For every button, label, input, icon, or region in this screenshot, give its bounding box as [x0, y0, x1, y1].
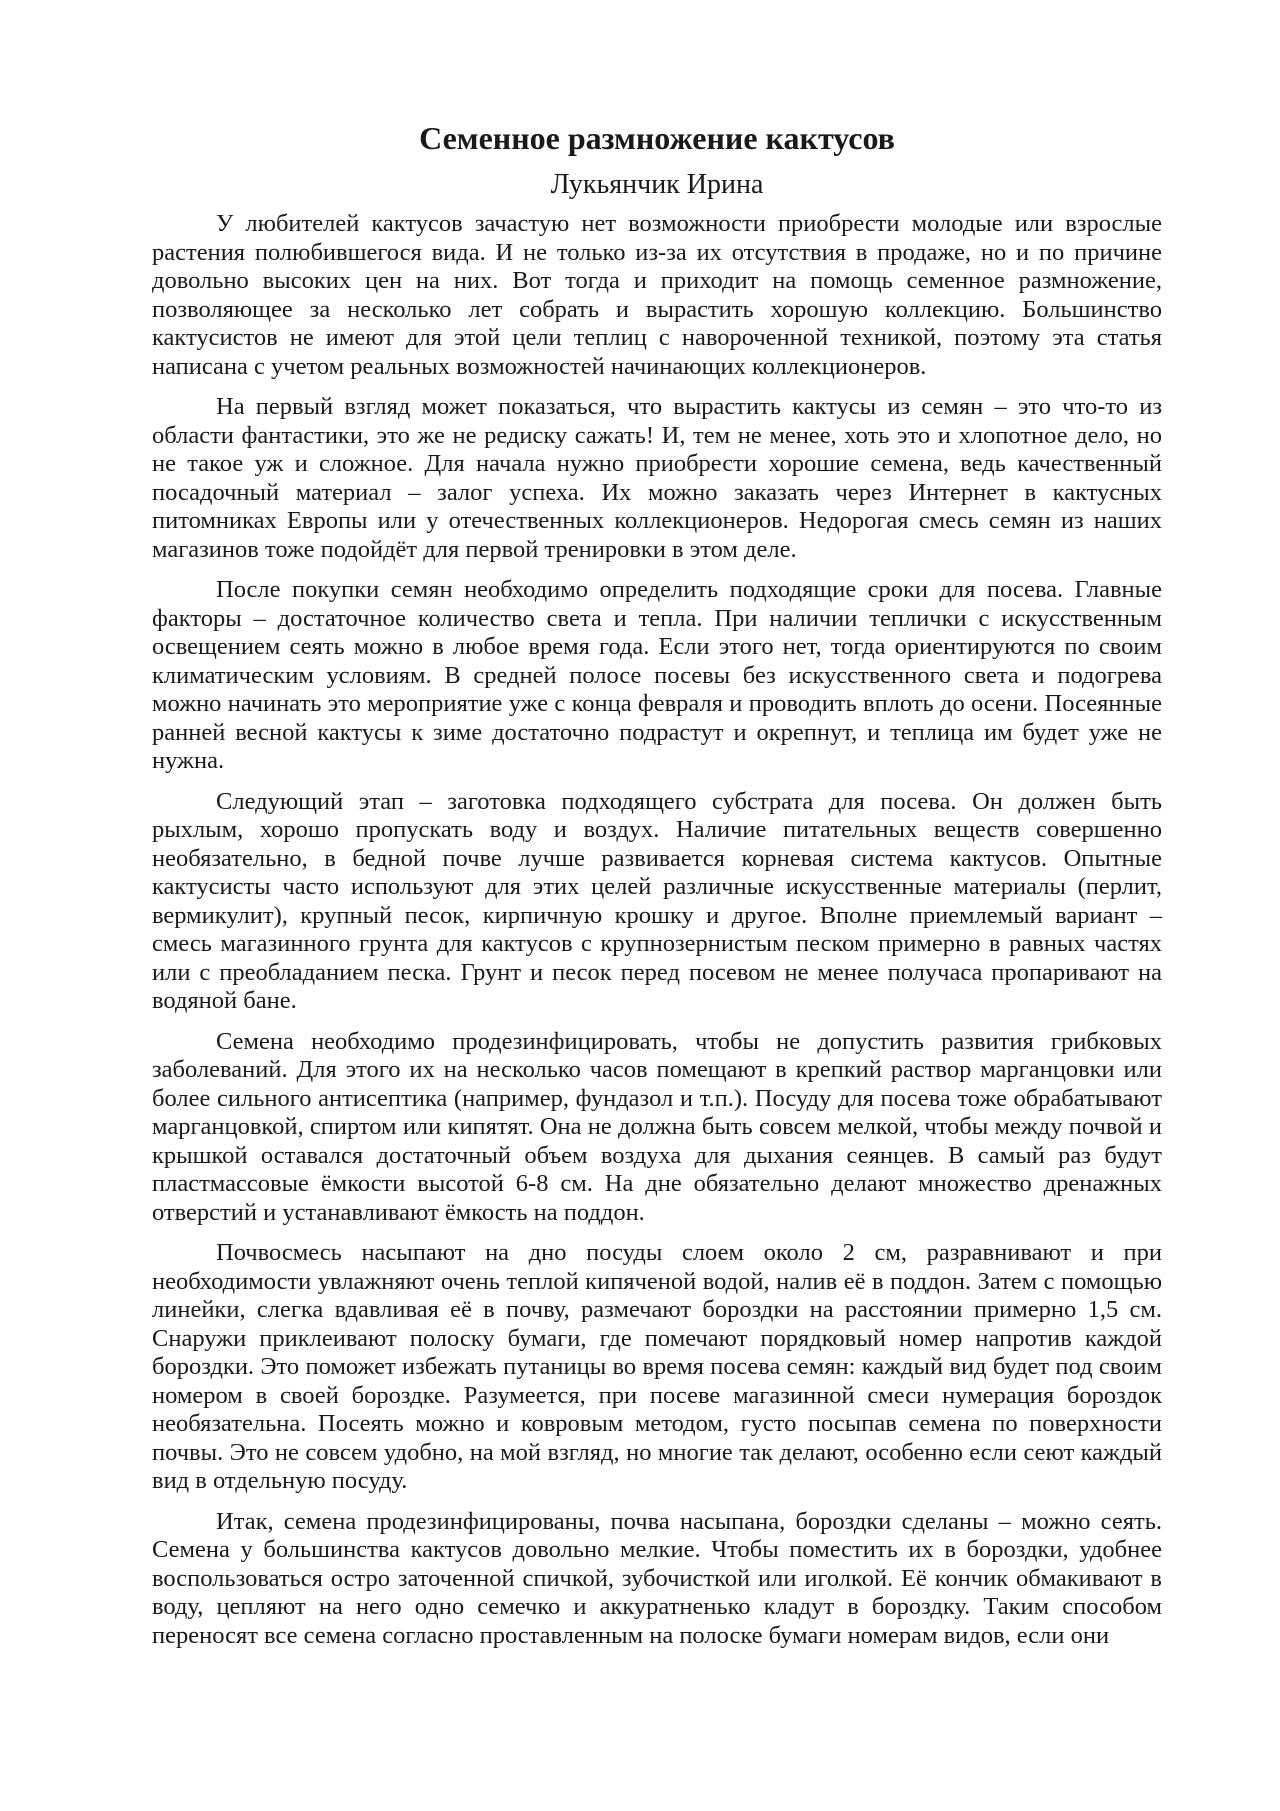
document-page	[152, 118, 1162, 1662]
paragraph-2: На первый взгляд может показаться, что вырастить кактусы из семян – это что-то из области фантастики, это же не редиску сажать! И, тем не менее, хоть это и хлопотное дело, но не такое уж и сложное. Для начала нужно приобрести хорошие семена, ведь качественный посадочный материал – залог успеха. Их можно заказать через Интернет в кактусных питомниках Европы или у отечественных коллекционеров. Недорогая смесь семян из наших магазинов тоже подойдёт для первой тренировки в этом деле.	[152, 393, 1162, 563]
paragraph-5: Семена необходимо продезинфицировать, чтобы не допустить развития грибковых заболеваний. Для этого их на несколько часов помещают в крепкий раствор марганцовки или более сильного антисептика (например, фундазол и т.п.). Посуду для посева тоже обрабатывают марганцовкой, спиртом или кипятят. Она не должна быть совсем мелкой, чтобы между почвой и крышкой оставался достаточный объем воздуха для дыхания сеянцев. В самый раз будут пластмассовые ёмкости высотой 6-8 см. На дне обязательно делают множество дренажных отверстий и устанавливают ёмкость на поддон.	[152, 1027, 1162, 1226]
article-title: Семенное размножение кактусов	[419, 120, 895, 156]
paragraph-1: У любителей кактусов зачастую нет возможности приобрести молодые или взрослые растения полюбившегося вида. И не только из-за их отсутствия в продаже, но и по причине довольно высоких цен на них. Вот тогда и приходит на помощь семенное размножение, позволяющее за несколько лет собрать и вырастить хорошую коллекцию. Большинство кактусистов не имеют для этой цели теплиц с навороченной техникой, поэтому эта статья написана с учетом реальных возможностей начинающих коллекционеров.	[152, 210, 1162, 380]
paragraph-3: После покупки семян необходимо определить подходящие сроки для посева. Главные факторы – достаточное количество света и тепла. При наличии теплички с искусственным освещением сеять можно в любое время года. Если этого нет, тогда ориентируются по своим климатическим условиям. В средней полосе посевы без искусственного света и подогрева можно начинать это мероприятие уже с конца февраля и проводить вплоть до осени. Посеянные ранней весной кактусы к зиме достаточно подрастут и окрепнут, и теплица им будет уже не нужна.	[152, 576, 1162, 774]
paragraph-6: Почвосмесь насыпают на дно посуды слоем около 2 см, разравнивают и при необходимости увлажняют очень теплой кипяченой водой, налив её в поддон. Затем с помощью линейки, слегка вдавливая её в почву, размечают бороздки на расстоянии примерно 1,5 см. Снаружи приклеивают полоску бумаги, где помечают порядковый номер напротив каждой бороздки. Это поможет избежать путаницы во время посева семян: каждый вид будет под своим номером в своей бороздке. Разумеется, при посеве магазинной смеси нумерация бороздок необязательна. Посеять можно и ковровым методом, густо посыпав семена по поверхности почвы. Это не совсем удобно, на мой взгляд, но многие так делают, особенно если сеют каждый вид в отдельную посуду.	[152, 1239, 1162, 1494]
paragraph-4: Следующий этап – заготовка подходящего субстрата для посева. Он должен быть рыхлым, хорошо пропускать воду и воздух. Наличие питательных веществ совершенно необязательно, в бедной почве лучше развивается корневая система кактусов. Опытные кактусисты часто используют для этих целей различные искусственные материалы (перлит, вермикулит), крупный песок, кирпичную крошку и другое. Вполне приемлемый вариант – смесь магазинного грунта для кактусов с крупнозернистым песком примерно в равных частях или с преобладанием песка. Грунт и песок перед посевом не менее получаса пропаривают на водяной бане.	[152, 787, 1162, 1014]
paragraph-7: Итак, семена продезинфицированы, почва насыпана, бороздки сделаны – можно сеять. Семена у большинства кактусов довольно мелкие. Чтобы поместить их в бороздки, удобнее воспользоваться остро заточенной спичкой, зубочисткой или иголкой. Её кончик обмакивают в воду, цепляют на него одно семечко и аккуратненько кладут в бороздку. Таким способом переносят все семена согласно проставленным на полоске бумаги номерам видов, если они	[152, 1507, 1162, 1649]
article-author: Лукьянчик Ирина	[550, 169, 764, 200]
